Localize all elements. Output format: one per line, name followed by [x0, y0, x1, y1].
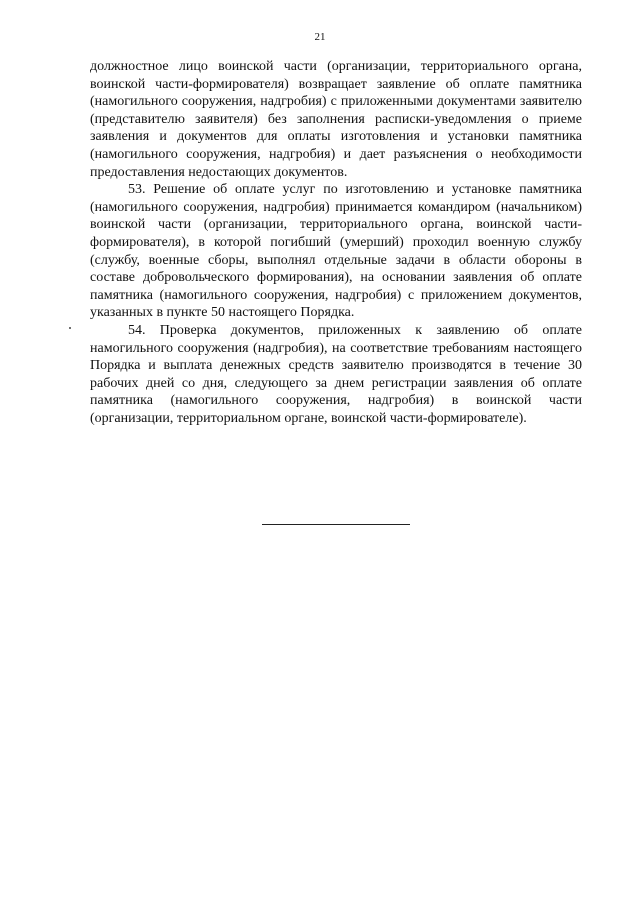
document-body	[90, 58, 582, 427]
paragraph-53: 53. Решение об оплате услуг по изготовлению и установке памятника (намогильного сооружения, надгробия) принимается командиром (начальником) воинской части (организации, территориального органа, воинской части-формирователя), в которой погибший (умерший) проходил военную службу (службу, военные сборы, выполнял отдельные задачи в области обороны в составе добровольческого формирования), на основании заявления об оплате памятника (намогильного сооружения, надгробия) с приложением документов, указанных в пункте 50 настоящего Порядка.	[90, 182, 582, 321]
page-number: 21	[314, 31, 326, 43]
end-of-text-rule	[262, 524, 410, 525]
scan-artifact-dot	[69, 327, 71, 329]
paragraph-54: 54. Проверка документов, приложенных к заявлению об оплате намогильного сооружения (надгробия), на соответствие требованиям настоящего Порядка и выплата денежных средств заявителю производятся в течение 30 рабочих дней со дня, следующего за днем регистрации заявления об оплате памятника (намогильного сооружения, надгробия) в воинской части (организации, территориальном органе, воинской части-формирователе).	[90, 322, 582, 426]
paragraph-continuation: должностное лицо воинской части (организации, территориального органа, воинской части-формирователя) возвращает заявление об оплате памятника (намогильного сооружения, надгробия) с приложенными документами заявителю (представителю заявителя) без заполнения расписки-уведомления о приеме заявления и документов для оплаты изготовления и установки памятника (намогильного сооружения, надгробия) и дает разъяснения о необходимости предоставления недостающих документов.	[90, 59, 582, 180]
